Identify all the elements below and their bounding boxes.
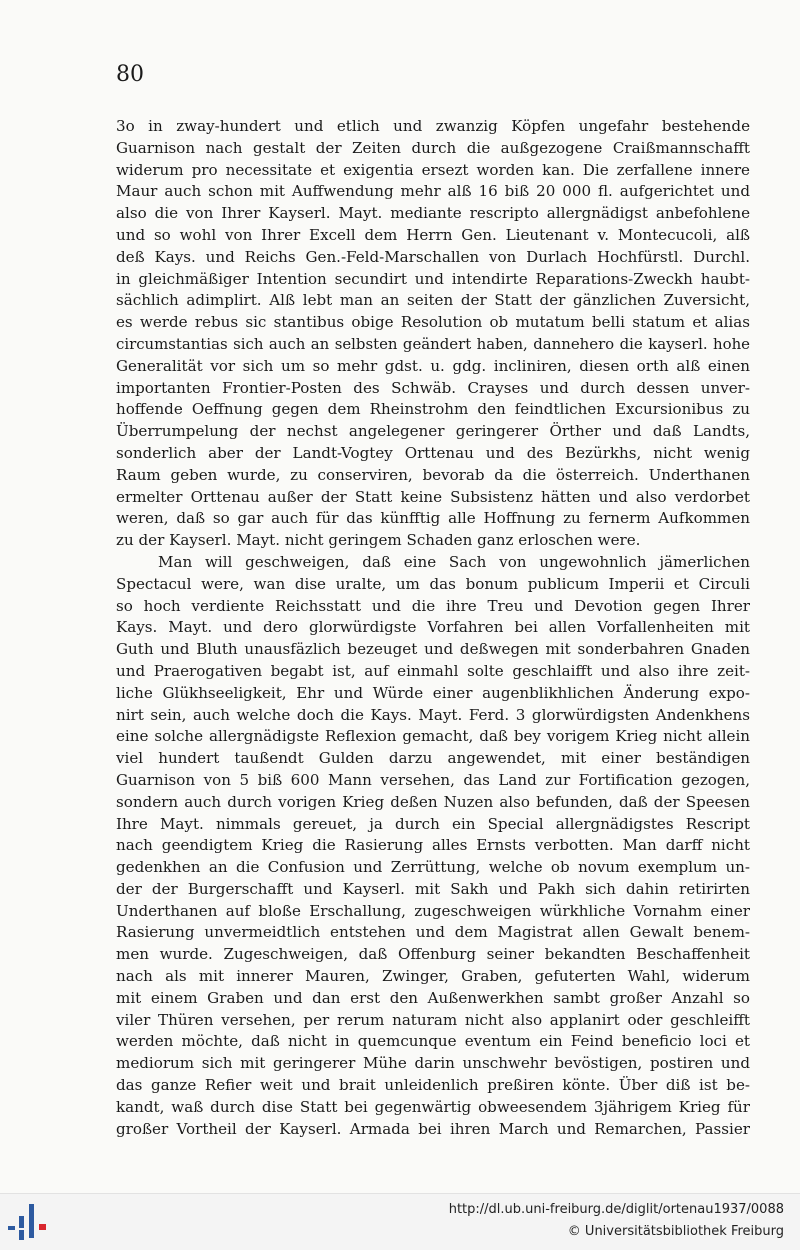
text-line: eine solche allergnädigste Reflexion gemacht, daß bey vorigem Krieg nicht allein xyxy=(116,727,750,746)
text-line: nirt sein, auch welche doch die Kays. Mayt. Ferd. 3 glorwürdigsten Andenkhens xyxy=(116,705,750,724)
text-line: mediorum sich mit geringerer Mühe darin unschwehr bevöstigen, postiren und xyxy=(116,1054,750,1073)
text-line: 3o in zway-hundert und etlich und zwanzig Köpfen ungefahr bestehende xyxy=(116,117,750,135)
text-line: Kays. Mayt. und dero glorwürdigste Vorfahren bei allen Vorfallenheiten mit xyxy=(116,618,750,637)
text-line: der der Burgerschafft und Kayserl. mit Sakh und Pakh sich dahin retirirten xyxy=(116,879,750,898)
text-line: sächlich adimplirt. Alß lebt man an seiten der Statt der gänzlichen Zuversicht, xyxy=(116,291,750,310)
text-line: zu der Kayserl. Mayt. nicht geringem Schaden ganz erloschen were. xyxy=(116,531,641,550)
text-line: Guth und Bluth unausfäzlich bezeuget und deßwegen mit sonderbahren Gnaden xyxy=(116,640,750,659)
text-line: Guarnison nach gestalt der Zeiten durch die außgezogene Craißmannschafft xyxy=(116,138,750,157)
footer-bar xyxy=(0,1193,800,1250)
text-line: Underthanen auf bloße Erschallung, zugeschweigen würkhliche Vornahm einer xyxy=(116,901,750,920)
text-line: so hoch verdiente Reichsstatt und die ihre Treu und Devotion gegen Ihrer xyxy=(116,596,750,615)
text-line: und Praerogativen begabt ist, auf einmahl solte geschlaifft und also ihre zeit- xyxy=(116,661,750,680)
text-line: nach als mit innerer Mauren, Zwinger, Graben, gefuterten Wahl, widerum xyxy=(116,967,750,986)
text-line: nach geendigtem Krieg die Rasierung alles Ernsts verbotten. Man darff nicht xyxy=(116,836,750,855)
text-line: sondern auch durch vorigen Krieg deßen Nuzen also befunden, daß der Speesen xyxy=(116,792,750,811)
text-line: men wurde. Zugeschweigen, daß Offenburg seiner bekandten Beschaffenheit xyxy=(116,945,750,964)
text-line: kandt, waß durch dise Statt bei gegenwärtig obweesendem 3jährigem Krieg für xyxy=(116,1097,750,1116)
text-line: liche Glükhseeligkeit, Ehr und Würde einer augenblikhlichen Änderung expo- xyxy=(116,683,750,702)
text-line: Raum geben wurde, zu conserviren, bevorab da die österreich. Underthanen xyxy=(116,465,750,484)
text-line: deß Kays. und Reichs Gen.-Feld-Marschallen von Durlach Hochfürstl. Durchl. xyxy=(116,247,750,266)
text-line: sonderlich aber der Landt-Vogtey Orttenau und des Bezürkhs, nicht wenig xyxy=(116,443,750,462)
body-text xyxy=(116,116,750,1140)
text-line: Man will geschweigen, daß eine Sach von ungewohnlich jämerlichen xyxy=(158,552,750,571)
text-line: und so wohl von Ihrer Excell dem Herrn Gen. Lieutenant v. Montecucoli, alß xyxy=(116,225,750,244)
text-line: Spectacul were, wan dise uralte, um das bonum publicum Imperii et Circuli xyxy=(116,574,750,593)
text-line: Maur auch schon mit Auffwendung mehr alß 16 biß 20 000 fl. aufgerichtet und xyxy=(116,182,750,201)
ub-freiburg-logo-icon xyxy=(8,1202,52,1242)
text-line: es werde rebus sic stantibus obige Resolution ob mutatum belli statum et alias xyxy=(116,313,750,332)
text-line: also die von Ihrer Kayserl. Mayt. mediante rescripto allergnädigst anbefohlene xyxy=(116,204,750,223)
text-line: widerum pro necessitate et exigentia ersezt worden kan. Die zerfallene innere xyxy=(116,160,750,179)
text-line: importanten Frontier-Posten des Schwäb. Crayses und durch dessen unver- xyxy=(116,378,750,397)
text-line: viel hundert taußendt Gulden darzu angewendet, mit einer beständigen xyxy=(116,749,750,768)
text-line: in gleichmäßiger Intention secundirt und intendirte Reparations-Zweckh haubt- xyxy=(116,269,750,288)
text-line: circumstantias sich auch an selbsten geändert haben, dannehero die kayserl. hohe xyxy=(116,334,750,353)
copyright-text: © Universitätsbibliothek Freiburg xyxy=(567,1224,784,1239)
page-number: 80 xyxy=(116,62,144,87)
text-line: großer Vortheil der Kayserl. Armada bei ihren March und Remarchen, Passier xyxy=(116,1119,750,1138)
text-line: ermelter Orttenau außer der Statt keine Subsistenz hätten und also verdorbet xyxy=(116,487,750,506)
text-line: Guarnison von 5 biß 600 Mann versehen, das Land zur Fortification gezogen, xyxy=(116,770,750,789)
text-line: Ihre Mayt. nimmals gereuet, ja durch ein Special allergnädigstes Rescript xyxy=(116,814,750,833)
text-line: Rasierung unvermeidtlich entstehen und dem Magistrat allen Gewalt benem- xyxy=(116,923,750,942)
text-line: das ganze Refier weit und brait unleidenlich preßiren könte. Über diß ist be- xyxy=(116,1076,750,1095)
text-line: mit einem Graben und dan erst den Außenwerkhen sambt großer Anzahl so xyxy=(116,988,750,1007)
text-line: weren, daß so gar auch für das künfftig alle Hoffnung zu fernerm Aufkommen xyxy=(116,509,750,528)
text-line: Überrumpelung der nechst angelegener geringerer Örther und daß Landts, xyxy=(116,422,750,441)
text-line: werden möchte, daß nicht in quemcunque eventum ein Feind beneficio loci et xyxy=(116,1032,750,1051)
text-line: hoffende Oeffnung gegen dem Rheinstrohm den feindtlichen Excursionibus zu xyxy=(116,400,750,419)
text-line: gedenkhen an die Confusion und Zerrüttung, welche ob novum exemplum un- xyxy=(116,858,750,877)
text-line: Generalität vor sich um so mehr gdst. u. gdg. incliniren, diesen orth alß einen xyxy=(116,356,750,375)
permalink-url[interactable]: http://dl.ub.uni-freiburg.de/diglit/ortenau1937/0088 xyxy=(448,1202,784,1217)
text-line: viler Thüren versehen, per rerum naturam nicht also applanirt oder geschleifft xyxy=(116,1010,750,1029)
